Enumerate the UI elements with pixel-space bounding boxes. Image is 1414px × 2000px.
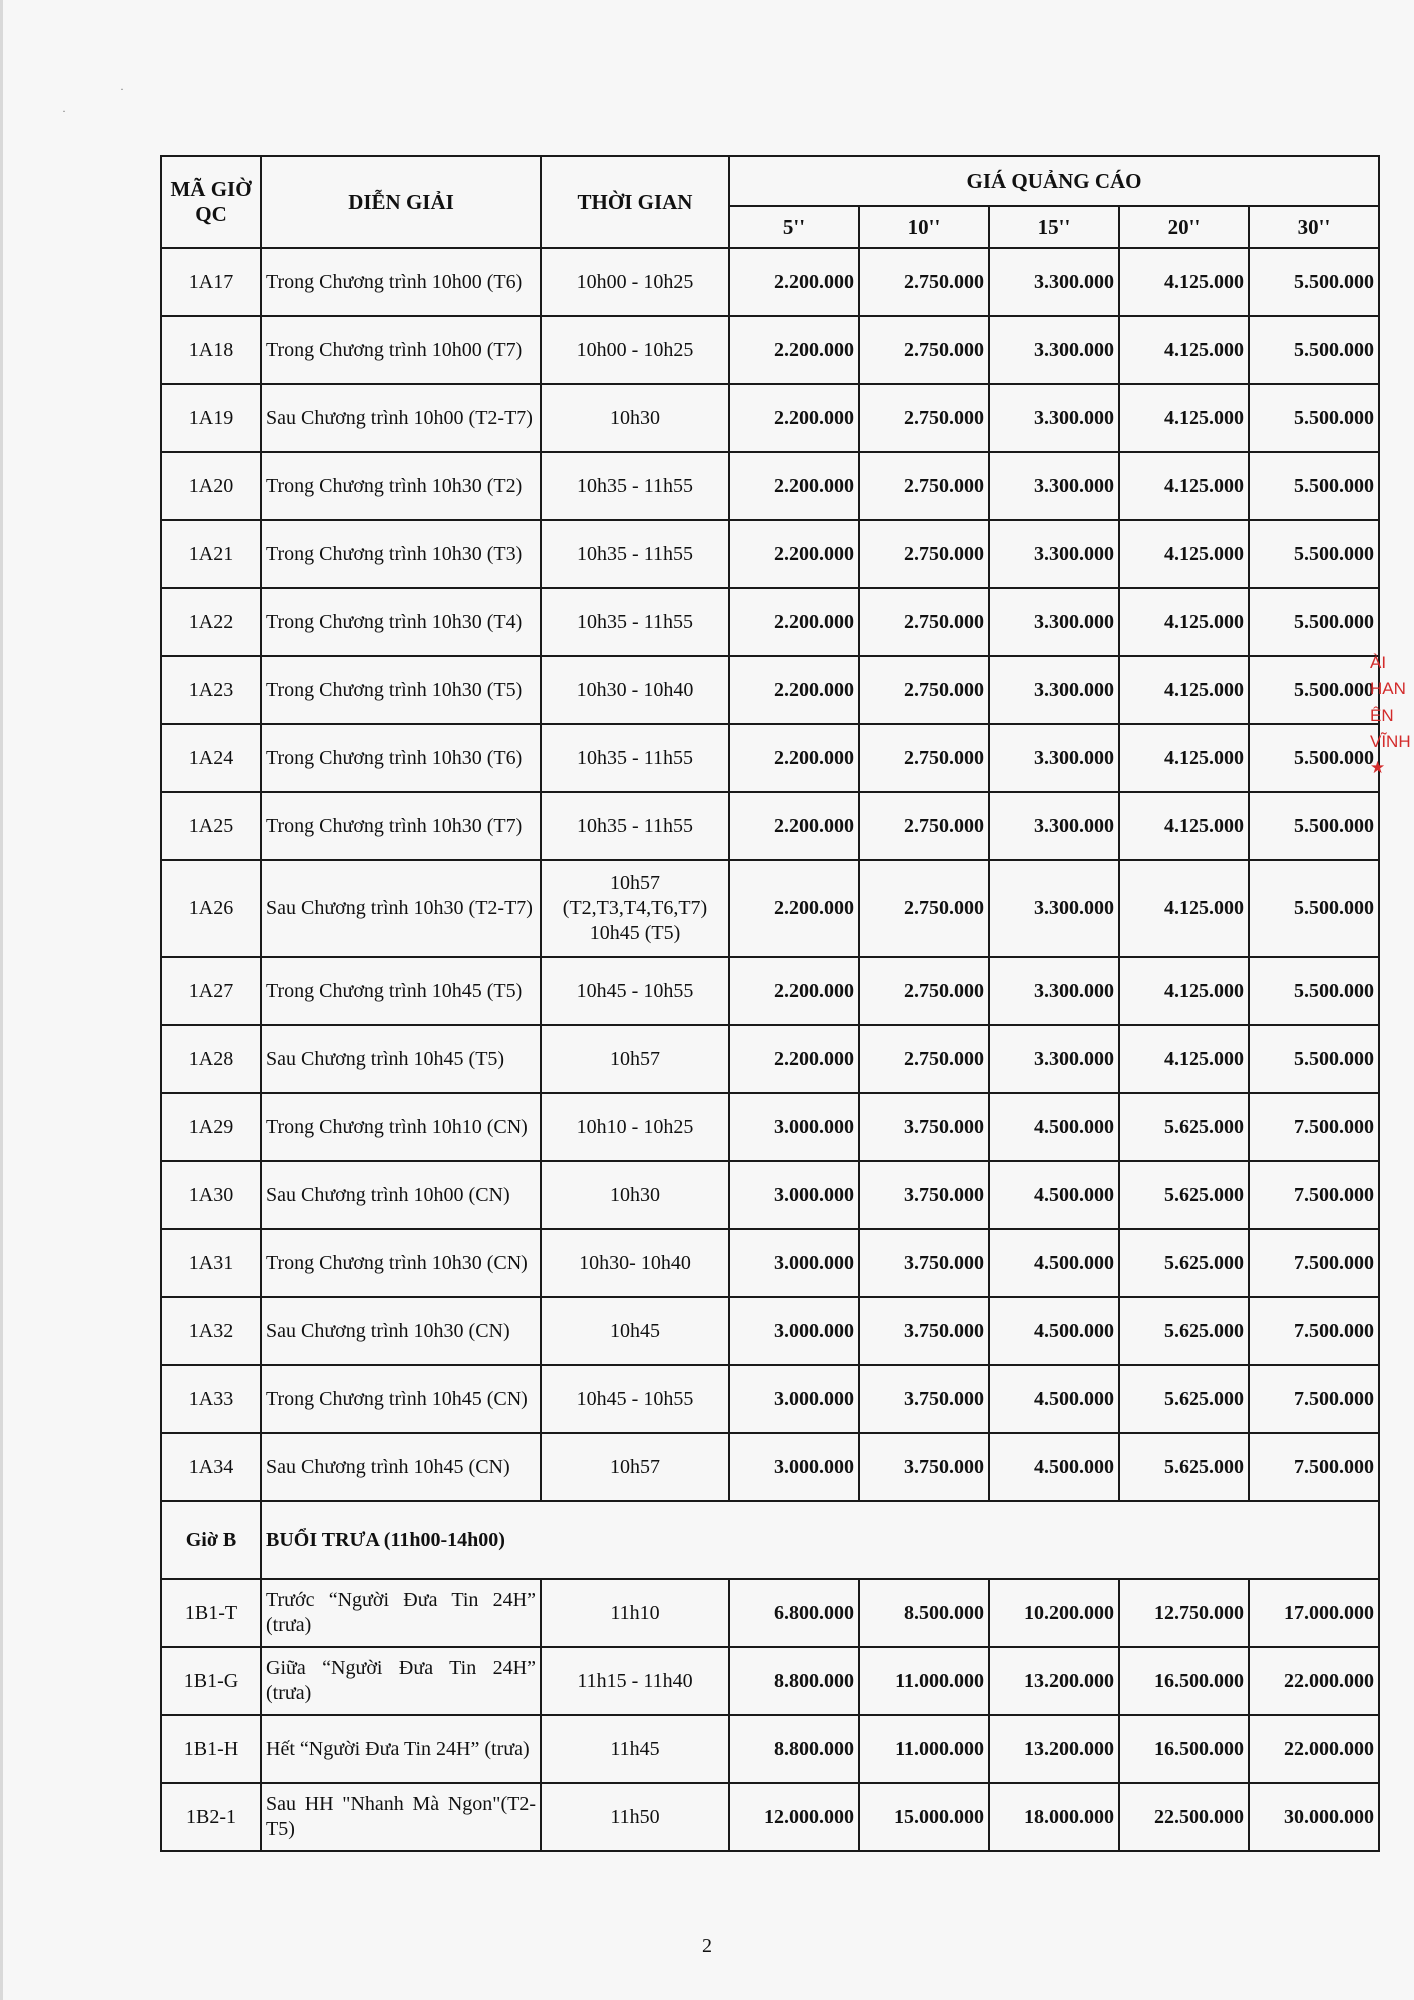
slot-time: 11h50 — [541, 1783, 729, 1851]
price-cell: 3.750.000 — [859, 1433, 989, 1501]
price-cell: 2.750.000 — [859, 792, 989, 860]
price-cell: 2.750.000 — [859, 248, 989, 316]
price-cell: 2.750.000 — [859, 452, 989, 520]
header-duration: 30'' — [1249, 206, 1379, 248]
price-cell: 4.125.000 — [1119, 452, 1249, 520]
price-cell: 4.125.000 — [1119, 1025, 1249, 1093]
slot-time-line: 10h57 — [610, 872, 660, 894]
slot-time: 10h35 - 11h55 — [541, 588, 729, 656]
price-cell: 4.125.000 — [1119, 248, 1249, 316]
price-cell: 13.200.000 — [989, 1715, 1119, 1783]
slot-description: Trong Chương trình 10h45 (T5) — [261, 957, 541, 1025]
price-cell: 2.200.000 — [729, 860, 859, 957]
price-cell: 7.500.000 — [1249, 1297, 1379, 1365]
slot-code: 1A19 — [161, 384, 261, 452]
price-cell: 2.200.000 — [729, 724, 859, 792]
section-row-b — [161, 1501, 1379, 1579]
table-row — [161, 724, 1379, 792]
price-cell: 4.125.000 — [1119, 957, 1249, 1025]
slot-code: 1A18 — [161, 316, 261, 384]
slot-code: 1A29 — [161, 1093, 261, 1161]
slot-code: 1A20 — [161, 452, 261, 520]
slot-time: 10h45 - 10h55 — [541, 1365, 729, 1433]
slot-time — [541, 860, 729, 957]
slot-time: 10h45 — [541, 1297, 729, 1365]
price-cell: 22.000.000 — [1249, 1647, 1379, 1715]
price-cell: 3.000.000 — [729, 1297, 859, 1365]
slot-time: 10h00 - 10h25 — [541, 248, 729, 316]
price-cell: 4.500.000 — [989, 1297, 1119, 1365]
slot-code: 1A22 — [161, 588, 261, 656]
slot-description: Sau Chương trình 10h30 (T2-T7) — [261, 860, 541, 957]
price-cell: 5.500.000 — [1249, 656, 1379, 724]
slot-description: Giữa “Người Đưa Tin 24H” (trưa) — [261, 1647, 541, 1715]
price-cell: 4.500.000 — [989, 1229, 1119, 1297]
table-row — [161, 1161, 1379, 1229]
table-row — [161, 248, 1379, 316]
price-cell: 10.200.000 — [989, 1579, 1119, 1647]
table-row — [161, 860, 1379, 957]
price-cell: 5.500.000 — [1249, 724, 1379, 792]
header-time: THỜI GIAN — [541, 156, 729, 248]
table-row — [161, 1229, 1379, 1297]
price-cell: 3.300.000 — [989, 724, 1119, 792]
stamp-text: ★ — [1370, 758, 1386, 778]
price-cell: 3.300.000 — [989, 384, 1119, 452]
price-cell: 12.000.000 — [729, 1783, 859, 1851]
price-cell: 3.300.000 — [989, 656, 1119, 724]
slot-code: 1A31 — [161, 1229, 261, 1297]
stamp-text: VĨNH — [1370, 732, 1411, 752]
price-cell: 2.750.000 — [859, 384, 989, 452]
price-cell: 3.750.000 — [859, 1229, 989, 1297]
price-cell: 5.625.000 — [1119, 1229, 1249, 1297]
price-cell: 5.500.000 — [1249, 316, 1379, 384]
table-row — [161, 316, 1379, 384]
slot-code: 1A30 — [161, 1161, 261, 1229]
price-cell: 4.500.000 — [989, 1365, 1119, 1433]
slot-description: Trong Chương trình 10h30 (T4) — [261, 588, 541, 656]
table-row — [161, 957, 1379, 1025]
page-number: 2 — [702, 1935, 712, 1957]
slot-description: Trong Chương trình 10h00 (T6) — [261, 248, 541, 316]
slot-code: 1A34 — [161, 1433, 261, 1501]
price-cell: 5.500.000 — [1249, 452, 1379, 520]
price-cell: 5.625.000 — [1119, 1433, 1249, 1501]
table-row — [161, 1025, 1379, 1093]
price-cell: 3.000.000 — [729, 1229, 859, 1297]
price-cell: 30.000.000 — [1249, 1783, 1379, 1851]
slot-time: 11h10 — [541, 1579, 729, 1647]
slot-description: Hết “Người Đưa Tin 24H” (trưa) — [261, 1715, 541, 1783]
table-row — [161, 1433, 1379, 1501]
price-cell: 2.200.000 — [729, 588, 859, 656]
slot-description: Trong Chương trình 10h10 (CN) — [261, 1093, 541, 1161]
table-row — [161, 1647, 1379, 1715]
slot-code: 1B1-T — [161, 1579, 261, 1647]
price-cell: 5.625.000 — [1119, 1297, 1249, 1365]
slot-code: 1A32 — [161, 1297, 261, 1365]
slot-description: Sau Chương trình 10h30 (CN) — [261, 1297, 541, 1365]
header-code: MÃ GIỜ QC — [161, 156, 261, 248]
slot-time: 10h35 - 11h55 — [541, 724, 729, 792]
price-cell: 11.000.000 — [859, 1715, 989, 1783]
price-cell: 4.125.000 — [1119, 860, 1249, 957]
slot-code: 1A17 — [161, 248, 261, 316]
price-cell: 4.125.000 — [1119, 316, 1249, 384]
ad-rate-table — [160, 155, 1380, 1852]
price-cell: 3.300.000 — [989, 792, 1119, 860]
price-cell: 3.300.000 — [989, 1025, 1119, 1093]
table-row — [161, 1715, 1379, 1783]
table-row — [161, 656, 1379, 724]
slot-time-line: (T2,T3,T4,T6,T7) — [562, 897, 708, 919]
price-cell: 5.500.000 — [1249, 384, 1379, 452]
price-cell: 7.500.000 — [1249, 1093, 1379, 1161]
price-cell: 4.125.000 — [1119, 792, 1249, 860]
slot-description: Trong Chương trình 10h30 (T7) — [261, 792, 541, 860]
table-row — [161, 520, 1379, 588]
slot-description: Trong Chương trình 10h45 (CN) — [261, 1365, 541, 1433]
price-cell: 2.200.000 — [729, 384, 859, 452]
price-cell: 2.200.000 — [729, 656, 859, 724]
slot-description: Trong Chương trình 10h30 (CN) — [261, 1229, 541, 1297]
slot-description: Trong Chương trình 10h00 (T7) — [261, 316, 541, 384]
price-cell: 4.125.000 — [1119, 384, 1249, 452]
price-cell: 7.500.000 — [1249, 1229, 1379, 1297]
slot-code: 1A33 — [161, 1365, 261, 1433]
price-cell: 7.500.000 — [1249, 1365, 1379, 1433]
price-cell: 5.625.000 — [1119, 1161, 1249, 1229]
stamp-text: HAN — [1370, 679, 1406, 699]
table-row — [161, 452, 1379, 520]
price-cell: 5.500.000 — [1249, 520, 1379, 588]
slot-time: 10h30 — [541, 384, 729, 452]
price-cell: 2.750.000 — [859, 957, 989, 1025]
slot-description: Sau Chương trình 10h00 (T2-T7) — [261, 384, 541, 452]
slot-description: Sau Chương trình 10h45 (T5) — [261, 1025, 541, 1093]
price-cell: 3.300.000 — [989, 452, 1119, 520]
slot-description: Trong Chương trình 10h30 (T6) — [261, 724, 541, 792]
slot-description: Trong Chương trình 10h30 (T2) — [261, 452, 541, 520]
price-cell: 3.750.000 — [859, 1161, 989, 1229]
slot-description: Sau HH "Nhanh Mà Ngon"(T2-T5) — [261, 1783, 541, 1851]
price-cell: 5.625.000 — [1119, 1093, 1249, 1161]
price-cell: 8.500.000 — [859, 1579, 989, 1647]
slot-time: 10h35 - 11h55 — [541, 792, 729, 860]
slot-time: 11h15 - 11h40 — [541, 1647, 729, 1715]
header-price-group: GIÁ QUẢNG CÁO — [729, 156, 1379, 206]
price-cell: 4.500.000 — [989, 1093, 1119, 1161]
header-description: DIỄN GIẢI — [261, 156, 541, 248]
slot-code: 1A24 — [161, 724, 261, 792]
slot-code: 1A26 — [161, 860, 261, 957]
table-row — [161, 1297, 1379, 1365]
price-cell: 16.500.000 — [1119, 1647, 1249, 1715]
price-cell: 2.750.000 — [859, 860, 989, 957]
price-cell: 3.000.000 — [729, 1093, 859, 1161]
slot-description: Trong Chương trình 10h30 (T5) — [261, 656, 541, 724]
price-cell: 2.200.000 — [729, 957, 859, 1025]
price-cell: 7.500.000 — [1249, 1161, 1379, 1229]
table-row — [161, 384, 1379, 452]
price-cell: 8.800.000 — [729, 1715, 859, 1783]
table-row — [161, 1093, 1379, 1161]
table-row — [161, 588, 1379, 656]
price-cell: 2.750.000 — [859, 656, 989, 724]
price-cell: 16.500.000 — [1119, 1715, 1249, 1783]
price-cell: 2.750.000 — [859, 520, 989, 588]
price-cell: 3.000.000 — [729, 1161, 859, 1229]
slot-time: 10h30 - 10h40 — [541, 656, 729, 724]
price-cell: 4.125.000 — [1119, 724, 1249, 792]
slot-time: 11h45 — [541, 1715, 729, 1783]
price-cell: 3.300.000 — [989, 248, 1119, 316]
slot-time: 10h45 - 10h55 — [541, 957, 729, 1025]
price-cell: 18.000.000 — [989, 1783, 1119, 1851]
price-cell: 3.300.000 — [989, 860, 1119, 957]
slot-code: 1B1-H — [161, 1715, 261, 1783]
slot-time: 10h30- 10h40 — [541, 1229, 729, 1297]
price-cell: 5.500.000 — [1249, 1025, 1379, 1093]
price-cell: 13.200.000 — [989, 1647, 1119, 1715]
slot-time: 10h57 — [541, 1433, 729, 1501]
price-cell: 3.300.000 — [989, 588, 1119, 656]
slot-time: 10h35 - 11h55 — [541, 452, 729, 520]
price-cell: 2.200.000 — [729, 316, 859, 384]
slot-description: Sau Chương trình 10h00 (CN) — [261, 1161, 541, 1229]
price-cell: 3.000.000 — [729, 1365, 859, 1433]
table-row — [161, 1365, 1379, 1433]
price-cell: 22.000.000 — [1249, 1715, 1379, 1783]
price-cell: 3.750.000 — [859, 1365, 989, 1433]
price-cell: 2.750.000 — [859, 1025, 989, 1093]
slot-time: 10h35 - 11h55 — [541, 520, 729, 588]
price-cell: 3.300.000 — [989, 957, 1119, 1025]
price-cell: 5.500.000 — [1249, 957, 1379, 1025]
slot-code: 1A28 — [161, 1025, 261, 1093]
section-title: BUỔI TRƯA (11h00-14h00) — [261, 1501, 1379, 1579]
price-cell: 3.750.000 — [859, 1297, 989, 1365]
slot-time: 10h57 — [541, 1025, 729, 1093]
slot-time: 10h10 - 10h25 — [541, 1093, 729, 1161]
price-cell: 5.500.000 — [1249, 248, 1379, 316]
stamp-text: ÀI — [1370, 653, 1387, 672]
price-cell: 2.200.000 — [729, 792, 859, 860]
price-cell: 8.800.000 — [729, 1647, 859, 1715]
price-cell: 17.000.000 — [1249, 1579, 1379, 1647]
price-cell: 4.500.000 — [989, 1433, 1119, 1501]
price-cell: 3.300.000 — [989, 520, 1119, 588]
price-cell: 22.500.000 — [1119, 1783, 1249, 1851]
price-cell: 6.800.000 — [729, 1579, 859, 1647]
slot-code: 1A23 — [161, 656, 261, 724]
price-cell: 15.000.000 — [859, 1783, 989, 1851]
slot-time: 10h30 — [541, 1161, 729, 1229]
price-cell: 5.500.000 — [1249, 860, 1379, 957]
price-cell: 4.125.000 — [1119, 588, 1249, 656]
price-cell: 4.125.000 — [1119, 520, 1249, 588]
price-cell: 2.200.000 — [729, 248, 859, 316]
slot-time-line: 10h45 (T5) — [589, 922, 681, 944]
header-duration: 5'' — [729, 206, 859, 248]
red-stamp-fragment — [1370, 650, 1414, 910]
price-cell: 2.200.000 — [729, 1025, 859, 1093]
price-cell: 4.500.000 — [989, 1161, 1119, 1229]
price-cell: 2.200.000 — [729, 452, 859, 520]
price-cell: 11.000.000 — [859, 1647, 989, 1715]
slot-code: 1A21 — [161, 520, 261, 588]
price-cell: 12.750.000 — [1119, 1579, 1249, 1647]
slot-code: 1A25 — [161, 792, 261, 860]
slot-description: Trước “Người Đưa Tin 24H” (trưa) — [261, 1579, 541, 1647]
header-duration: 10'' — [859, 206, 989, 248]
slot-time: 10h00 - 10h25 — [541, 316, 729, 384]
header-duration: 20'' — [1119, 206, 1249, 248]
slot-code: 1B2-1 — [161, 1783, 261, 1851]
price-cell: 3.750.000 — [859, 1093, 989, 1161]
stamp-text: ÊN — [1370, 705, 1394, 725]
price-cell: 5.625.000 — [1119, 1365, 1249, 1433]
slot-description: Trong Chương trình 10h30 (T3) — [261, 520, 541, 588]
price-cell: 5.500.000 — [1249, 588, 1379, 656]
price-cell: 2.200.000 — [729, 520, 859, 588]
price-cell: 3.000.000 — [729, 1433, 859, 1501]
price-cell: 2.750.000 — [859, 588, 989, 656]
table-row — [161, 1579, 1379, 1647]
header-duration: 15'' — [989, 206, 1119, 248]
price-cell: 7.500.000 — [1249, 1433, 1379, 1501]
price-cell: 3.300.000 — [989, 316, 1119, 384]
table-row — [161, 792, 1379, 860]
slot-code: 1A27 — [161, 957, 261, 1025]
table-row — [161, 1783, 1379, 1851]
slot-description: Sau Chương trình 10h45 (CN) — [261, 1433, 541, 1501]
price-cell: 2.750.000 — [859, 316, 989, 384]
scan-speck: · — [62, 104, 66, 118]
scan-speck: · — [120, 82, 124, 96]
price-cell: 2.750.000 — [859, 724, 989, 792]
price-cell: 5.500.000 — [1249, 792, 1379, 860]
price-cell: 4.125.000 — [1119, 656, 1249, 724]
section-code: Giờ B — [161, 1501, 261, 1579]
slot-code: 1B1-G — [161, 1647, 261, 1715]
